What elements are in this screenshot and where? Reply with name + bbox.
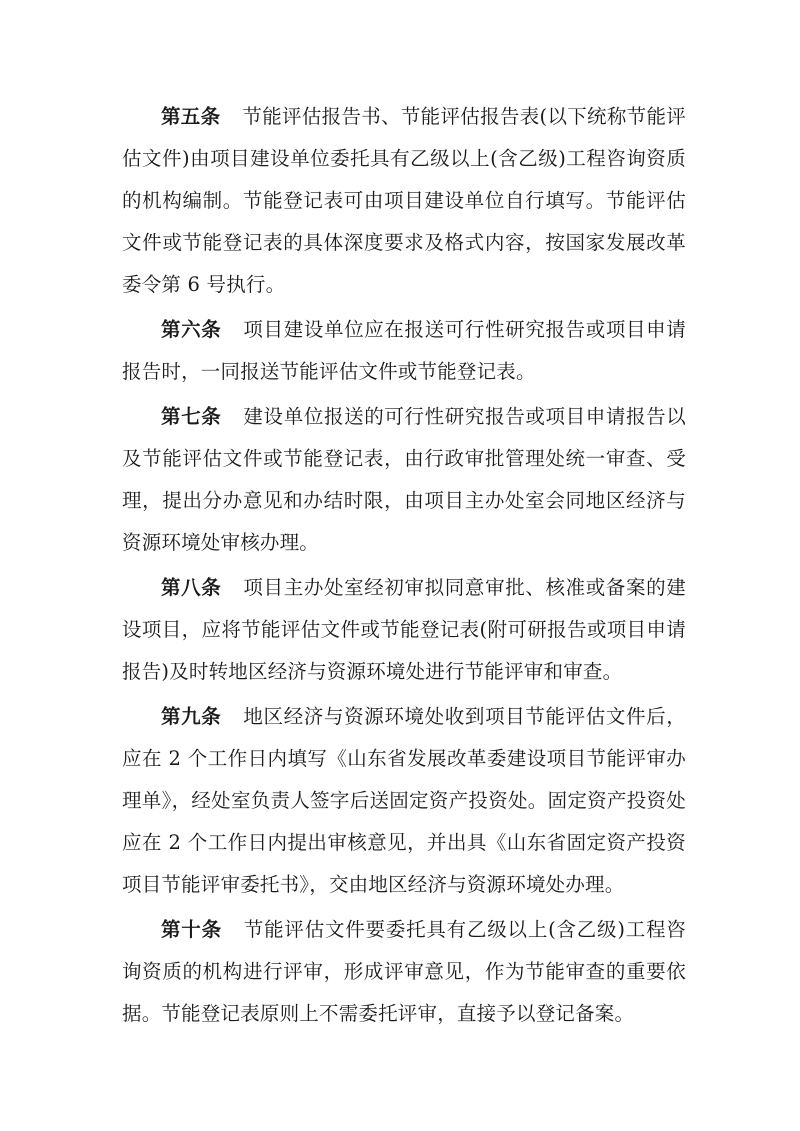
- article-8-text: 项目主办处室经初审拟同意审批、核准或备案的建设项目，应将节能评估文件或节能登记表(附可研报告或项目申请报告)及时转地区经济与资源环境处进行节能评审和审查。: [122, 576, 686, 683]
- article-6-text: 项目建设单位应在报送可行性研究报告或项目申请报告时，一同报送节能评估文件或节能登记表。: [122, 318, 686, 383]
- article-5-text: 节能评估报告书、节能评估报告表(以下统称节能评估文件)由项目建设单位委托具有乙级以上(含乙级)工程咨询资质的机构编制。节能登记表可由项目建设单位自行填写。节能评估文件或节能登记表的具体深度要求及格式内容，按国家发展改革委令第 6 号执行。: [122, 105, 686, 296]
- article-5-heading: 第五条: [161, 105, 221, 128]
- article-8: [122, 567, 686, 693]
- article-7-heading: 第七条: [161, 405, 222, 428]
- article-5: [122, 96, 686, 306]
- article-8-heading: 第八条: [161, 576, 222, 599]
- article-10-text: 节能评估文件要委托具有乙级以上(含乙级)工程咨询资质的机构进行评审，形成评审意见，作为节能审查的重要依据。节能登记表原则上不需委托评审，直接予以登记备案。: [122, 918, 686, 1025]
- article-7: [122, 396, 686, 564]
- article-9-heading: 第九条: [161, 705, 222, 728]
- article-10-heading: 第十条: [161, 918, 222, 941]
- article-9-text: 地区经济与资源环境处收到项目节能评估文件后，应在 2 个工作日内填写《山东省发展改革委建设项目节能评审办理单》，经处室负责人签字后送固定资产投资处。固定资产投资处应在 2 个工作日内提出审核意见，并出具《山东省固定资产投资项目节能评审委托书》，交由地区经济与资源环境处办理。: [122, 705, 686, 896]
- article-9: [122, 696, 686, 906]
- article-7-text: 建设单位报送的可行性研究报告或项目申请报告以及节能评估文件或节能登记表，由行政审批管理处统一审查、受理，提出分办意见和办结时限，由项目主办处室会同地区经济与资源环境处审核办理。: [122, 405, 686, 554]
- document-body: [122, 96, 686, 1035]
- article-6-heading: 第六条: [161, 318, 222, 341]
- article-10: [122, 909, 686, 1035]
- article-6: [122, 309, 686, 393]
